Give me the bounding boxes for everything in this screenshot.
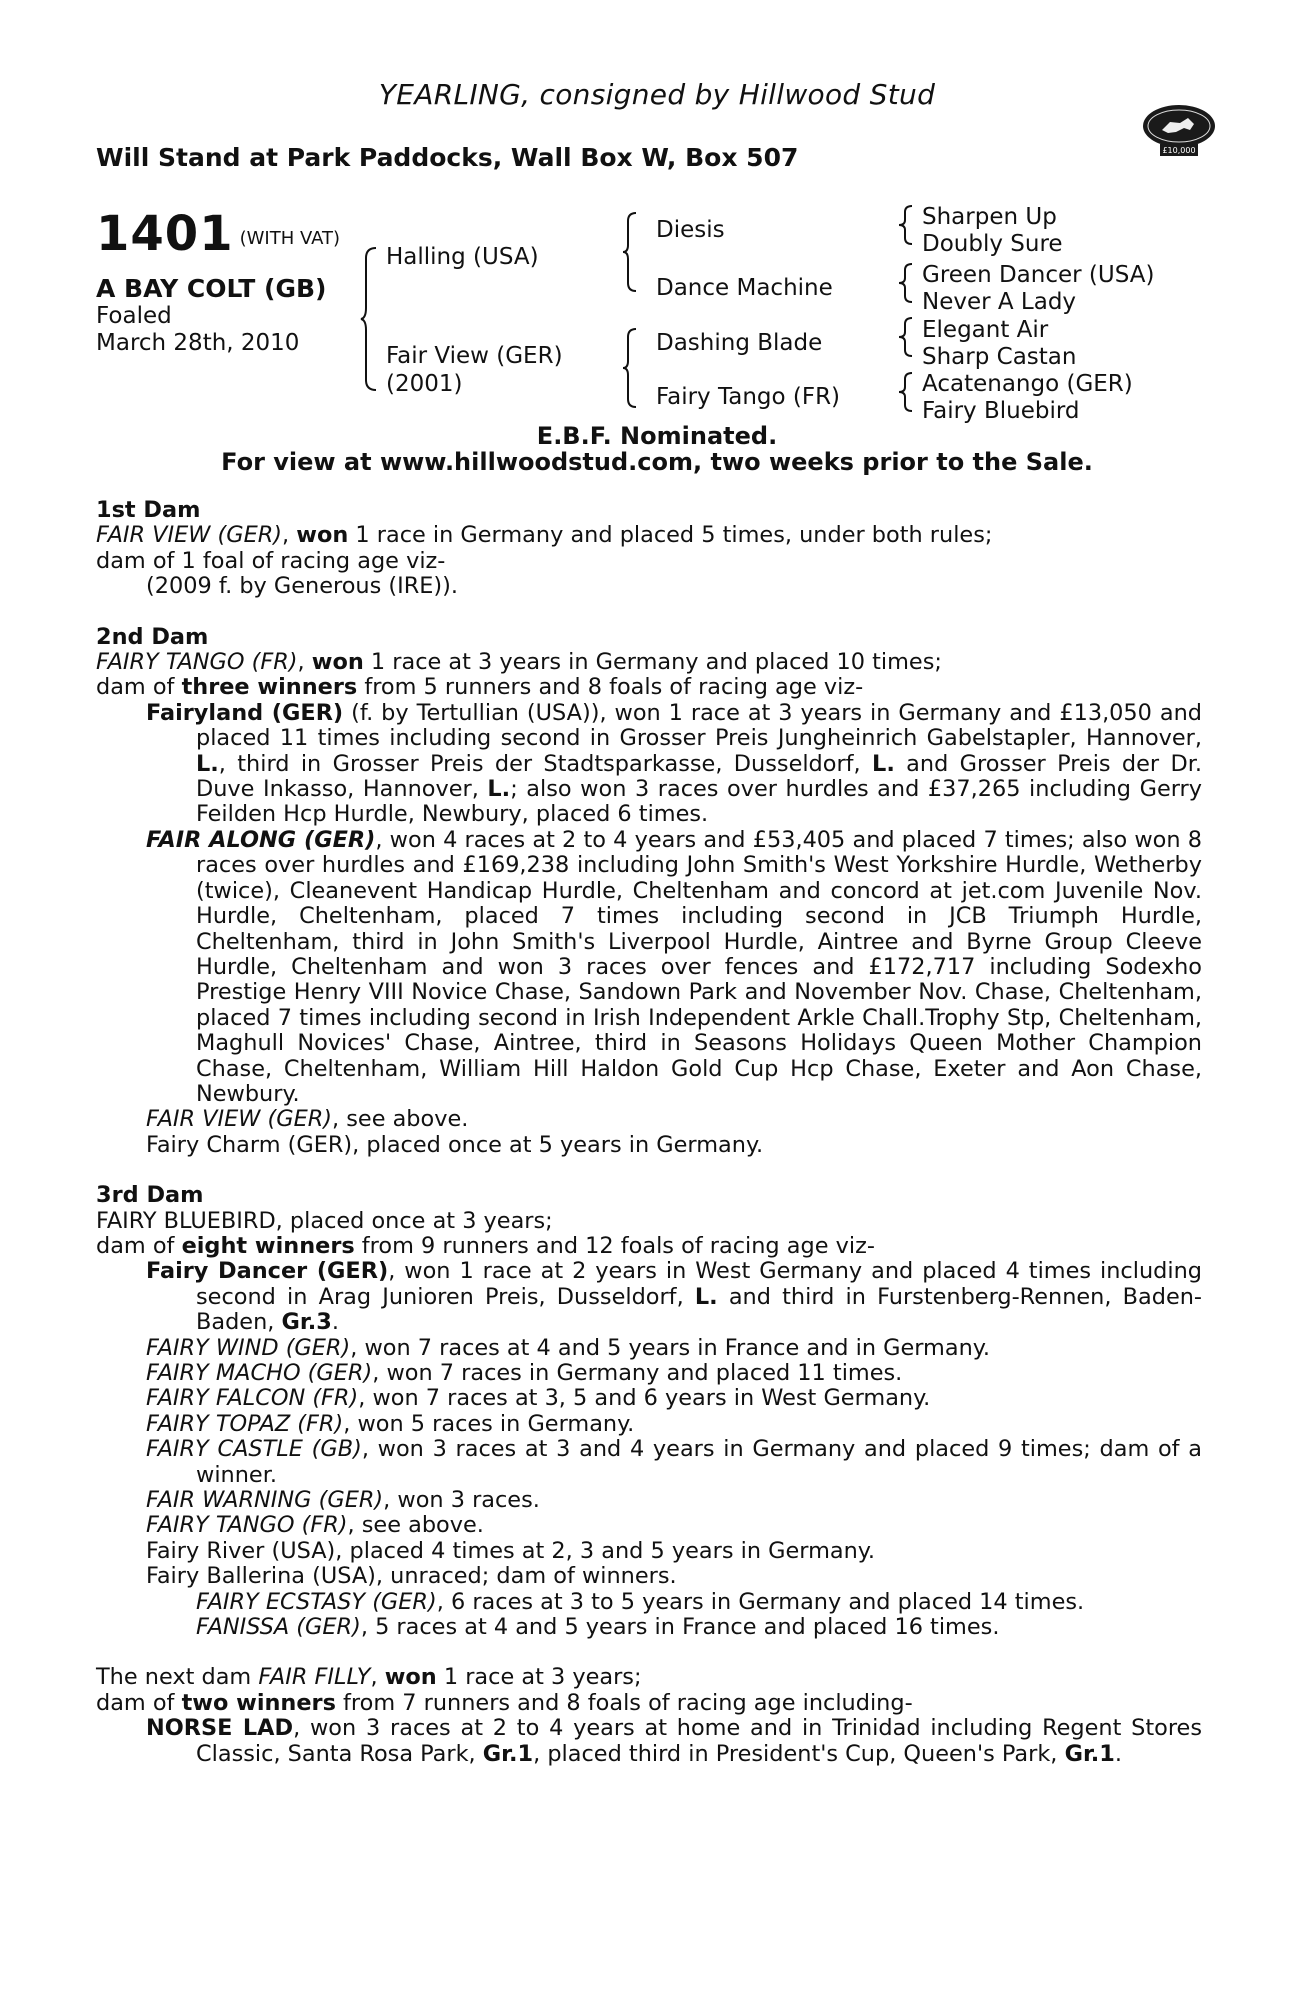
third-dam-entry: Fairy River (USA), placed 4 times at 2, 3 and 5 years in Germany. [146,1537,875,1564]
third-dam-sub-entry: FAIRY ECSTASY (GER), 6 races at 3 to 5 years in Germany and placed 14 times. [196,1588,1085,1615]
ebf-nominated: E.B.F. Nominated. [536,422,778,450]
first-dam-line: FAIR VIEW (GER), won 1 race in Germany and placed 5 times, under both rules; [96,522,993,549]
third-dam-entry: FAIRY MACHO (GER), won 7 races in Germany and placed 11 times. [146,1360,903,1386]
next-dam-section [96,1665,1202,1767]
gen3-2: Doubly Sure [922,231,1063,257]
third-dam-entry: FAIRY WIND (GER), won 7 races at 4 and 5 years in France and in Germany. [146,1334,990,1361]
brace-diesis-icon [898,204,916,246]
lot-heading [96,206,340,262]
gen3-3: Green Dancer (USA) [922,262,1155,288]
third-dam-line: dam of eight winners from 9 runners and 12 foals of racing age viz- [96,1232,875,1259]
lot-name: A BAY COLT (GB) [96,274,327,303]
brace-dashing-blade-icon [898,316,916,358]
third-dam-entry: Fairy Dancer (GER), won 1 race at 2 years in West Germany and placed 4 times including second in Arag Junioren Preis, Dusseldorf, L. and third in Furstenberg-Rennen, Baden-Baden, Gr.3. [146,1258,1202,1336]
foaled-date: March 28th, 2010 [96,330,300,356]
dam-name: Fair View (GER) [386,343,563,369]
third-dam-sub-entry: FANISSA (GER), 5 races at 4 and 5 years in France and placed 16 times. [196,1614,1000,1641]
sire-name: Halling (USA) [386,244,539,270]
first-dam-heading: 1st Dam [96,497,201,523]
sire-sire: Diesis [656,217,725,243]
first-dam-foal: (2009 f. by Generous (IRE)). [146,573,459,600]
second-dam-entry: FAIR ALONG (GER), won 4 races at 2 to 4 years and £53,405 and placed 7 times; also won 8 races over hurdles and £169,238 including John Smith's West Yorkshire Hurdle, Wetherby (twice), Cleanevent Handicap Hurdle, Cheltenham and concord at jet.com Juvenile Nov. Hurdle, Cheltenham, placed 7 times including second in JCB Triumph Hurdle, Cheltenham, third in John Smith's Liverpool Hurdle, Aintree and Byrne Group Cleeve Hurdle, Cheltenham and won 3 races over fences and £172,717 including Sodexho Prestige Henry VIII Novice Chase, Sandown Park and November Nov. Chase, Cheltenham, placed 7 times including second in Irish Independent Arkle Chall.Trophy Stp, Cheltenham, Maghull Novices' Chase, Aintree, third in Seasons Holidays Queen Mother Champion Chase, Cheltenham, William Hill Haldon Gold Cup Hcp Chase, Exeter and Aon Chase, Newbury. [146,826,1202,1107]
second-dam-entry: FAIR VIEW (GER), see above. [146,1106,469,1133]
dam-parents-brace-icon [622,327,640,409]
third-dam-heading: 3rd Dam [96,1182,204,1209]
second-dam-entry: Fairyland (GER) (f. by Tertullian (USA)), won 1 race at 3 years in Germany and £13,050 and placed 11 times including second in Grosser Preis Jungheinrich Gabelstapler, Hannover, L., third in Grosser Preis der Stadtsparkasse, Dusseldorf, L. and Grosser Preis der Dr. Duve Inkasso, Hannover, L.; also won 3 races over hurdles and £37,265 including Gerry Feilden Hcp Hurdle, Newbury, placed 6 times. [146,699,1202,828]
dam-sire: Dashing Blade [656,330,823,356]
second-dam-heading: 2nd Dam [96,623,209,650]
page-title: YEARLING, consigned by Hillwood Stud [378,78,936,111]
brace-dance-machine-icon [898,262,916,304]
third-dam-entry: FAIRY FALCON (FR), won 7 races at 3, 5 and 6 years in West Germany. [146,1385,931,1412]
third-dam-line: FAIRY BLUEBIRD, placed once at 3 years; [96,1207,553,1234]
sire-dam-brace-icon [360,246,380,392]
lot-number: 1401 [96,206,234,262]
viewing-note: For view at www.hillwoodstud.com, two weeks prior to the Sale. [221,448,1093,476]
next-dam-entry: NORSE LAD, won 3 races at 2 to 4 years at home and in Trinidad including Regent Stores Classic, Santa Rosa Park, Gr.1, placed third in President's Cup, Queen's Park, Gr.1. [146,1715,1202,1767]
second-dam-line: FAIRY TANGO (FR), won 1 race at 3 years in Germany and placed 10 times; [96,649,942,676]
next-dam-line: dam of two winners from 7 runners and 8 foals of racing age including- [96,1689,913,1716]
yearling-bonus-badge-icon [1140,100,1218,158]
gen3-6: Sharp Castan [922,344,1077,370]
foaled-label: Foaled [96,303,172,329]
dam-dam: Fairy Tango (FR) [656,384,841,410]
gen3-8: Fairy Bluebird [922,398,1080,424]
badge-amount: £10,000 [1162,146,1196,155]
first-dam-section [96,498,1202,600]
second-dam-section [96,625,1202,1159]
pedigree-notes [96,498,1202,1767]
third-dam-entry: FAIRY TANGO (FR), see above. [146,1512,484,1539]
gen3-4: Never A Lady [922,289,1077,315]
sire-parents-brace-icon [622,211,640,293]
dam-year: (2001) [386,371,463,397]
brace-fairy-tango-icon [898,371,916,413]
stand-location: Will Stand at Park Paddocks, Wall Box W, Box 507 [96,143,799,172]
gen3-7: Acatenango (GER) [922,371,1133,397]
third-dam-entry: FAIR WARNING (GER), won 3 races. [146,1487,540,1514]
third-dam-entry: FAIRY TOPAZ (FR), won 5 races in Germany. [146,1410,635,1437]
third-dam-entry: FAIRY CASTLE (GB), won 3 races at 3 and 4 years in Germany and placed 9 times; dam of a winner. [146,1436,1202,1488]
gen3-1: Sharpen Up [922,204,1057,230]
first-dam-line: dam of 1 foal of racing age viz- [96,547,446,574]
second-dam-line: dam of three winners from 5 runners and 8 foals of racing age viz- [96,674,864,701]
lot-vat: (WITH VAT) [239,228,341,249]
next-dam-line: The next dam FAIR FILLY, won 1 race at 3 years; [96,1664,642,1691]
second-dam-entry: Fairy Charm (GER), placed once at 5 years in Germany. [146,1131,764,1158]
sire-dam: Dance Machine [656,275,833,301]
third-dam-section [96,1183,1202,1640]
third-dam-entry: Fairy Ballerina (USA), unraced; dam of winners. [146,1563,677,1590]
gen3-5: Elegant Air [922,317,1049,343]
